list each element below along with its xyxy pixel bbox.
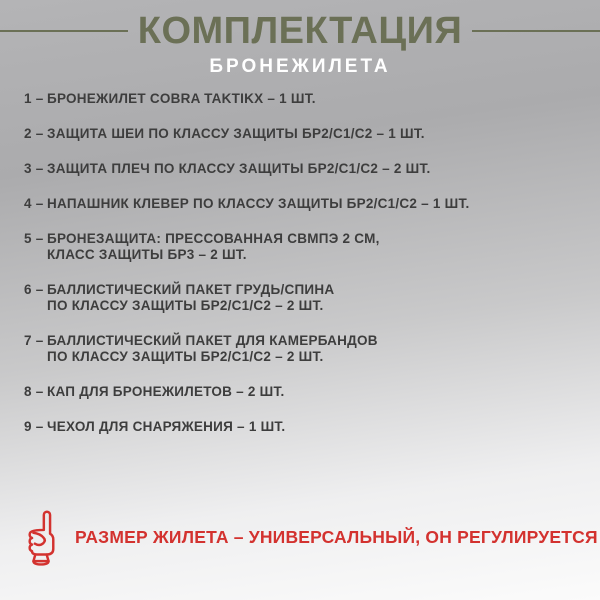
item-number: 8 – bbox=[24, 384, 44, 399]
item-number: 9 – bbox=[24, 419, 44, 434]
item-text-line2: ПО КЛАССУ ЗАЩИТЫ БР2/С1/С2 – 2 ШТ. bbox=[47, 349, 324, 364]
kit-item-8 bbox=[24, 384, 584, 400]
size-note bbox=[24, 509, 598, 566]
pointing-hand-icon bbox=[24, 509, 58, 566]
page-subtitle: БРОНЕЖИЛЕТА bbox=[209, 56, 391, 77]
title-rule-right bbox=[472, 30, 600, 33]
kit-item-2 bbox=[24, 126, 584, 142]
item-number: 1 – bbox=[24, 91, 44, 106]
item-text: НАПАШНИК КЛЕВЕР ПО КЛАССУ ЗАЩИТЫ БР2/С1/С2 – 1 ШТ. bbox=[47, 196, 470, 211]
item-text-line2: КЛАСС ЗАЩИТЫ БР3 – 2 ШТ. bbox=[47, 247, 247, 262]
kit-item-4 bbox=[24, 196, 584, 212]
item-number: 7 – bbox=[24, 333, 44, 348]
item-number: 3 – bbox=[24, 161, 44, 176]
kit-item-7 bbox=[24, 333, 584, 365]
kit-item-3 bbox=[24, 161, 584, 177]
item-text: БРОНЕЗАЩИТА: ПРЕССОВАННАЯ СВМПЭ 2 СМ, bbox=[47, 231, 380, 246]
kit-item-9 bbox=[24, 419, 584, 435]
item-number: 5 – bbox=[24, 231, 44, 246]
item-text-line2: ПО КЛАССУ ЗАЩИТЫ БР2/С1/С2 – 2 ШТ. bbox=[47, 298, 324, 313]
item-text: ЗАЩИТА ПЛЕЧ ПО КЛАССУ ЗАЩИТЫ БР2/С1/С2 – 2 ШТ. bbox=[47, 161, 431, 176]
size-note-text: РАЗМЕР ЖИЛЕТА – УНИВЕРСАЛЬНЫЙ, ОН РЕГУЛИРУЕТСЯ bbox=[75, 527, 598, 547]
title-rule-left bbox=[0, 30, 128, 33]
item-text: БАЛЛИСТИЧЕСКИЙ ПАКЕТ ГРУДЬ/СПИНА bbox=[47, 282, 335, 297]
item-number: 6 – bbox=[24, 282, 44, 297]
item-text: КАП ДЛЯ БРОНЕЖИЛЕТОВ – 2 ШТ. bbox=[47, 384, 285, 399]
kit-item-5 bbox=[24, 231, 584, 263]
item-text: ЧЕХОЛ ДЛЯ СНАРЯЖЕНИЯ – 1 ШТ. bbox=[47, 419, 286, 434]
item-number: 4 – bbox=[24, 196, 44, 211]
item-number: 2 – bbox=[24, 126, 44, 141]
header bbox=[0, 12, 600, 78]
kit-list bbox=[24, 91, 584, 454]
item-text: БРОНЕЖИЛЕТ COBRA TAKTIKX – 1 ШТ. bbox=[47, 91, 316, 106]
kit-item-1 bbox=[24, 91, 584, 107]
item-text: ЗАЩИТА ШЕИ ПО КЛАССУ ЗАЩИТЫ БР2/С1/С2 – 1 ШТ. bbox=[47, 126, 425, 141]
page-title: КОМПЛЕКТАЦИЯ bbox=[137, 10, 463, 52]
item-text: БАЛЛИСТИЧЕСКИЙ ПАКЕТ ДЛЯ КАМЕРБАНДОВ bbox=[47, 333, 378, 348]
kit-item-6 bbox=[24, 282, 584, 314]
